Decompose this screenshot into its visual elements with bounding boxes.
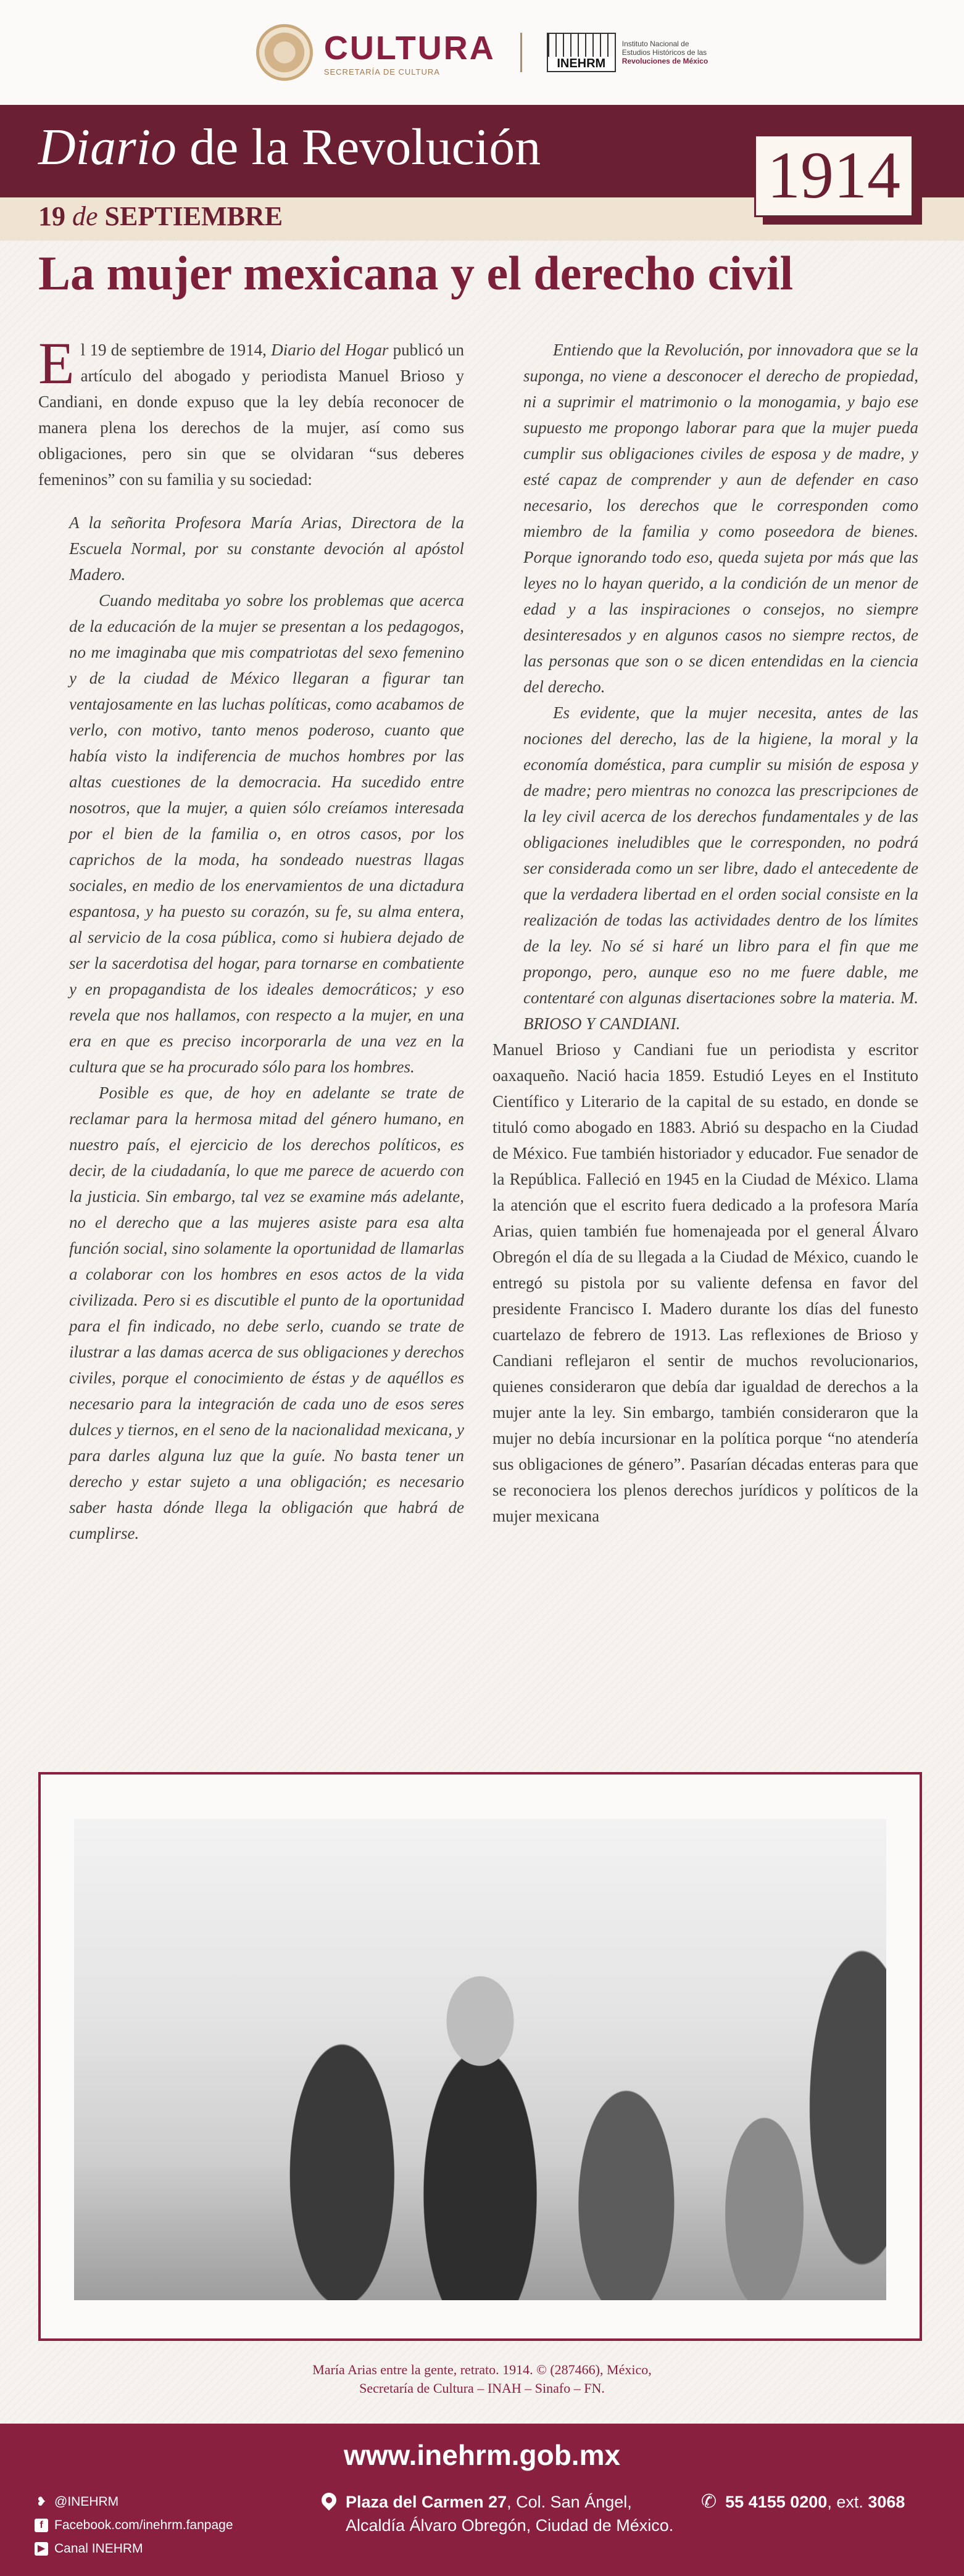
date-label: 19 de SEPTIEMBRE: [38, 201, 283, 231]
phone-icon: ✆: [701, 2491, 717, 2512]
photo-caption: María Arias entre la gente, retrato. 1914. © (287466), México, Secretaría de Cultura – INAH – Sinafo – FN.: [312, 2362, 652, 2396]
drop-cap: E: [38, 330, 75, 396]
inehrm-building-icon: [547, 33, 616, 72]
quoted-article: [38, 510, 464, 1546]
article-column-right: [492, 337, 918, 1529]
website-link[interactable]: www.inehrm.gob.mx: [343, 2439, 621, 2471]
seal-icon: [256, 24, 313, 81]
logo-bar: [0, 0, 964, 105]
twitter-icon: ❥: [36, 2495, 47, 2509]
phone-contact[interactable]: ✆ 55 4155 0200, ext. 3068: [701, 2490, 905, 2514]
inehrm-logo[interactable]: [547, 33, 708, 72]
logo-divider: [520, 33, 522, 72]
social-links: [35, 2490, 233, 2561]
historical-photo[interactable]: [74, 1819, 886, 2300]
quote-paragraph-3: Entiendo que la Revolución, por innovadora que se la suponga, no viene a desconocer el derecho de propiedad, ni a suprimir el matrimonio o la monogamia, y bajo ese supuesto me propongo laborar para que la mujer pueda cumplir sus obligaciones civiles de esposa y de madre, y esté capaz de comprender y aun de defender en caso necesario, los derechos que le corresponden como miembro de la familia y como poseedora de bienes. Porque ignorando todo eso, queda sujeta por más que las leyes no lo hayan querido, a la condición de un menor de edad y a las inspiraciones o consejos, no siempre desinteresados y en algunos casos no siempre rectos, de las personas que son o se dicen entendidas en la ciencia del derecho.: [523, 341, 918, 696]
youtube-link[interactable]: ▶ Canal INEHRM: [35, 2537, 233, 2561]
facebook-icon: f: [35, 2519, 48, 2532]
footer: [0, 2424, 964, 2576]
inehrm-wordmark: INEHRM: [548, 57, 615, 71]
map-pin-icon: [321, 2493, 337, 2514]
address: Plaza del Carmen 27, Col. San Ángel, Alcaldía Álvaro Obregón, Ciudad de México.: [321, 2490, 673, 2537]
inehrm-line-3: Revoluciones de México: [621, 57, 708, 65]
cultura-subtitle: SECRETARÍA DE CULTURA: [323, 67, 440, 77]
article-column-left: [38, 330, 464, 1546]
quote-paragraph-2: Posible es que, de hoy en adelante se trate de reclamar para la hermosa mitad del género humano, en nuestro país, el ejercicio de los derechos políticos, es decir, de la ciudadanía, lo que me parece de acuerdo con la justicia. Sin embargo, tal vez se examine más adelante, no el derecho que a las mujeres asiste para esa alta función social, sino solamente la oportunidad de llamarlas a colaborar con los hombres en esos actos de la vida civilizada. Pero si es discutible el punto de la oportunidad para el fin indicado, no debe serlo, cuando se trate de ilustrar a las damas acerca de sus obligaciones y derechos civiles, porque el conocimiento de éstas y de aquéllos es necesario para la integración de cada uno de esos seres dulces y tiernos, en el seno de la nacionalidad mexicana, y para darles alguna luz que la guíe. No basta tener un derecho y estar sujeto a una obligación; es necesario saber hasta dónde llega la obligación que habrá de cumplirse.: [69, 1083, 464, 1543]
twitter-link[interactable]: ❥ @INEHRM: [35, 2490, 233, 2514]
quote-paragraph-4: Es evidente, que la mujer necesita, antes de las nociones del derecho, las de la higiene, la moral y la economía doméstica, para cumplir su misión de esposa y de madre; pero mientras no conozca las prescripciones de la ley civil acerca de los derechos fundamentales y de las obligaciones ineludibles que le corresponden, no podrá ser considerada como un ser libre, dado el antecedente de que la verdadera libertad en el orden social consiste en la realización de todas las actividades dentro de los límites de la ley. No sé si haré un libro para el fin que me propongo, pero, aunque eso no me fuere dable, me contentaré con algunas disertaciones sobre la materia. M. BRIOSO Y CANDIANI.: [523, 703, 918, 1033]
quote-paragraph-1: Cuando meditaba yo sobre los problemas que acerca de la educación de la mujer se presentan a los pedagogos, no me imaginaba que mis compatriotas del sexo femenino y de la ciudad de México llegaran a figurar tan ventajosamente en las luchas políticas, como acabamos de verlo, con motivo, tanto menos poderoso, cuanto que había visto la indiferencia de muchos hombres por las altas cuestiones de la democracia. Ha sucedido entre nosotros, que la mujer, a quien sólo creíamos interesada por el bien de la familia o, en otros casos, por los caprichos de la moda, ha sondeado nuestras llagas sociales, en medio de los enervamientos de una dictadura espantosa, y ha puesto su corazón, su fe, su alma entera, al servicio de la cosa pública, como si hubiera dejado de ser la sacerdotisa del hogar, para tornarse en combatiente y en propagandista de los ideales democráticos; y eso revela que nos hallamos, con respecto a la mujer, en una era en que es preciso incorporarla de una vez en la cultura que se ha procurado sólo para los hombres.: [69, 591, 464, 1076]
intro-paragraph: El 19 de septiembre de 1914, Diario del Hogar publicó un artículo del abogado y periodista Manuel Brioso y Candiani, en donde expuso que la ley debía reconocer de manera plena los derechos de la mujer, así como sus obligaciones, pero sin que se olvidaran “sus deberes femeninos” con su familia y su sociedad:: [38, 330, 464, 489]
photo-frame: [38, 1772, 922, 2341]
quote-dedication: A la señorita Profesora María Arias, Directora de la Escuela Normal, por su constante devoción al apóstol Madero.: [69, 513, 464, 584]
biography-paragraph: Manuel Brioso y Candiani fue un periodista y escritor oaxaqueño. Nació hacia 1859. Estudió Leyes en el Instituto Científico y Literario de la capital de su estado, en donde se tituló como abogado en 1883. Abrió su despacho en la Ciudad de México. Fue también historiador y educador. Fue senador de la República. Falleció en 1945 en la Ciudad de México. Llama la atención que el escrito fuera dedicado a la profesora María Arias, quien también fue homenajeada por el general Álvaro Obregón el día de su llegada a la Ciudad de México, cuando le entregó su pistola por su valiente defensa en favor del presidente Francisco I. Madero durante los días del funesto cuartelazo de febrero de 1913. Las reflexiones de Brioso y Candiani reflejaron el sentir de muchos revolucionarios, quienes consideraron que debía dar igualdad de derechos a la mujer ante la ley. Sin embargo, también consideraron que la mujer no debía incursionar en la política porque “no atendería sus obligaciones de género”. Pasarían décadas enteras para que se reconociera los plenos derechos jurídicos y políticos de la mujer mexicana: [492, 1040, 918, 1525]
youtube-icon: ▶: [35, 2542, 48, 2556]
article-title: La mujer mexicana y el derecho civil: [38, 246, 794, 300]
facebook-link[interactable]: f Facebook.com/inehrm.fanpage: [35, 2514, 233, 2537]
cultura-wordmark: CULTURA: [323, 29, 496, 67]
year-badge: 1914: [754, 135, 913, 217]
inehrm-line-2: Estudios Históricos de las: [621, 48, 707, 57]
quoted-article-continued: [492, 337, 918, 1037]
inehrm-line-1: Instituto Nacional de: [621, 39, 689, 48]
publication-title: Diario de la Revolución: [38, 118, 541, 176]
cultura-logo[interactable]: [256, 24, 496, 81]
